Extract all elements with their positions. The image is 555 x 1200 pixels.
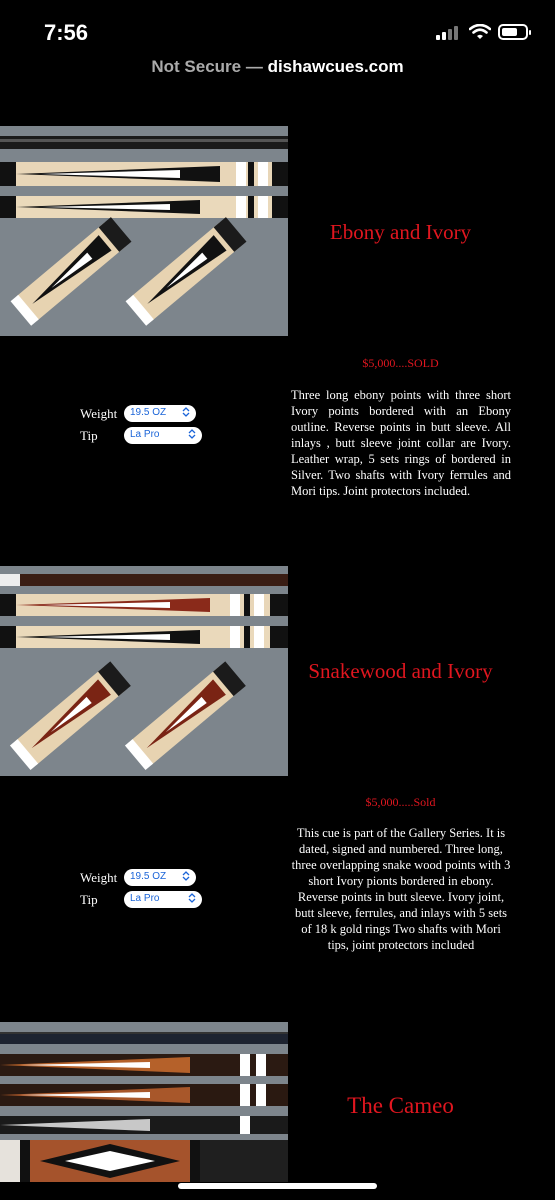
url-domain: dishawcues.com [267,57,404,76]
product-photo-cameo[interactable] [0,1022,288,1182]
status-bar [0,0,555,60]
weight-select-value: 19.5 OZ [130,871,167,882]
tip-select-value: La Pro [130,893,160,904]
product-description: This cue is part of the Gallery Series. It is dated, signed and numbered. Three long, three overlapping snake wood points with 3 short Ivory pionts bordered in ebony. Reverse points in butt sleeve. Ivory joint, butt sleeve, ferrules, and inlays with 5 sets of 18 k gold rings Two shafts with Mori tips, joint protectors included [291,826,511,952]
product-photo-snakewood-ivory[interactable] [0,566,288,776]
security-label: Not Secure — [151,57,263,76]
weight-select[interactable] [124,405,196,422]
address-bar[interactable] [0,57,555,77]
wifi-icon [469,24,491,40]
tip-label: Tip [80,428,98,443]
tip-select[interactable] [124,891,202,908]
status-time: 7:56 [44,20,89,45]
product-price: $5,000....SOLD [362,356,439,370]
select-chevron-icon [187,893,197,903]
product-title: Snakewood and Ivory [308,659,493,683]
select-chevron-icon [181,407,191,417]
select-chevron-icon [181,871,191,881]
product-description: Three long ebony points with three short Ivory points bordered with an Ebony outline. Reverse points in butt sleeve. All inlays , butt sleeve joint collar are Ivory. Leather wrap, 5 sets rings of bordered in Silver. Two shafts with Ivory ferrules and Mori tips. Joint protectors included. [291,388,511,498]
home-indicator[interactable] [178,1183,377,1189]
battery-icon [498,24,528,40]
product-photo-ebony-ivory[interactable] [0,126,288,336]
select-chevron-icon [187,429,197,439]
tip-label: Tip [80,892,98,907]
tip-select[interactable] [124,427,202,444]
product-title: The Cameo [347,1093,454,1118]
signal-icon [436,26,460,40]
product-price: $5,000.....Sold [365,795,436,809]
weight-select[interactable] [124,869,196,886]
tip-select-value: La Pro [130,429,160,440]
weight-select-value: 19.5 OZ [130,407,167,418]
weight-label: Weight [80,406,118,421]
product-title: Ebony and Ivory [329,220,472,244]
weight-label: Weight [80,870,118,885]
